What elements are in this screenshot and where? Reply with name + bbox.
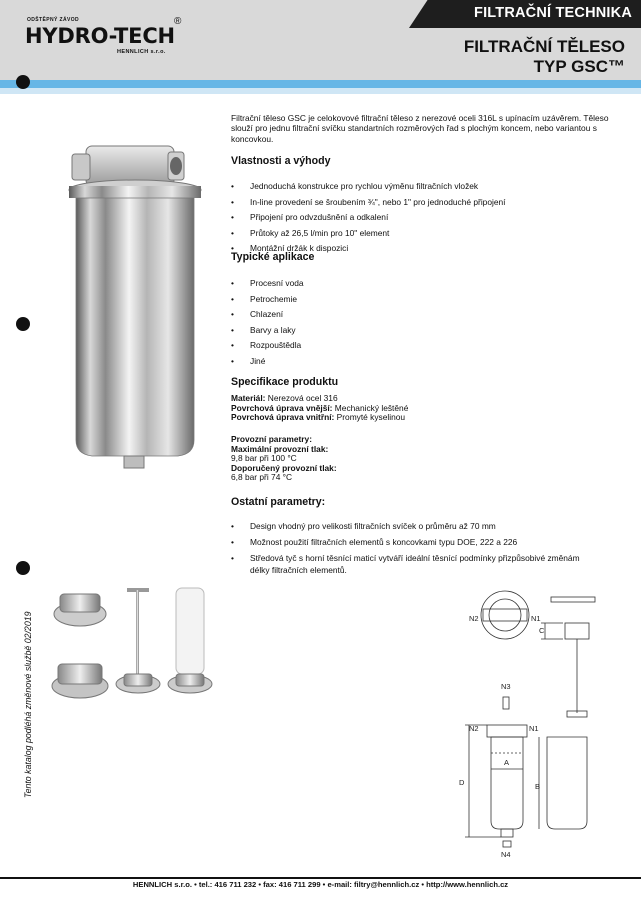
- technical-drawing: [455, 585, 630, 860]
- other-parameters-list: [231, 520, 601, 576]
- label-c: C: [539, 626, 545, 635]
- rec-pressure-value: 6,8 bar při 74 °C: [231, 472, 293, 483]
- filter-housing-photo: [60, 138, 210, 473]
- outer-finish-label: Povrchová úprava vnější:: [231, 402, 333, 413]
- label-n1-top: N1: [531, 614, 541, 623]
- binder-hole-top: [16, 75, 30, 89]
- operating-label: Provozní parametry:: [231, 434, 312, 444]
- logo-wordmark: HYDRO-TECH: [25, 24, 175, 48]
- specification-block: [231, 394, 408, 423]
- list-item: • Chlazení: [231, 307, 304, 323]
- catalog-change-note: Tento katalog podléhá změnové službě 02/2019: [23, 611, 33, 798]
- features-list: [231, 179, 506, 257]
- label-n1-front: N1: [529, 724, 539, 733]
- header-light-band: [0, 88, 641, 94]
- inner-finish-label: Povrchová úprava vnitřní:: [231, 412, 335, 423]
- list-item: • Procesní voda: [231, 276, 304, 292]
- list-item: • Možnost použití filtračních elementů s koncovkami typu DOE, 222 a 226: [231, 536, 601, 548]
- rec-pressure-label: Doporučený provozní tlak:: [231, 462, 337, 473]
- applications-list: [231, 276, 304, 370]
- inner-finish-value: Promyté kyselinou: [334, 412, 406, 423]
- list-item: • Rozpouštědla: [231, 338, 304, 354]
- specification-heading: Specifikace produktu: [231, 376, 339, 388]
- operating-parameters-block: [231, 435, 337, 483]
- applications-heading: Typické aplikace: [231, 251, 315, 263]
- footer-contact: HENNLICH s.r.o. • tel.: 416 711 232 • fax: 416 711 299 • e-mail: filtry@hennlich.cz • http://www.hennlich.cz: [132, 880, 509, 889]
- logo-pretext: ODŠTĚPNÝ ZÁVOD: [27, 17, 79, 23]
- components-photo: [48, 580, 228, 710]
- outer-finish-value: Mechanický leštěné: [332, 402, 409, 413]
- material-label: Materiál:: [231, 393, 266, 403]
- list-item: • Průtoky až 26,5 l/min pro 10" element: [231, 226, 506, 242]
- list-item: • Připojení pro odvzdušnění a odkalení: [231, 210, 506, 226]
- label-d: D: [459, 778, 465, 787]
- max-pressure-label: Maximální provozní tlak:: [231, 443, 329, 454]
- list-item: • Barvy a laky: [231, 323, 304, 339]
- list-item: • Jednoduchá konstrukce pro rychlou výměnu filtračních vložek: [231, 179, 506, 195]
- list-item: • Petrochemie: [231, 292, 304, 308]
- material-value: Nerezová ocel 316: [265, 393, 338, 403]
- header-accent-band: [0, 80, 641, 88]
- list-item: • Jiné: [231, 354, 304, 370]
- label-a: A: [504, 758, 510, 767]
- list-item: • Středová tyč s horní těsnící maticí vytváří ideální těsnící podmínky přizpůsobivé změnám délky filtračních elementů.: [231, 552, 601, 576]
- other-parameters-heading: Ostatní parametry:: [231, 496, 326, 508]
- label-n2: N2: [469, 614, 479, 623]
- footer-divider: [0, 877, 641, 879]
- category-tab-label: FILTRAČNÍ TECHNIKA: [474, 5, 632, 21]
- page-title-line1: FILTRAČNÍ TĚLESO: [463, 37, 625, 56]
- label-n4: N4: [501, 850, 511, 859]
- label-n3: N3: [501, 682, 511, 691]
- logo-company: HENNLICH s.r.o.: [117, 49, 166, 55]
- max-pressure-value: 9,8 bar při 100 °C: [231, 453, 297, 464]
- label-b: B: [535, 782, 541, 791]
- list-item: • Montážní držák k dispozici: [231, 241, 506, 257]
- binder-hole-middle: [16, 317, 30, 331]
- page-title-line2: TYP GSC™: [533, 57, 625, 76]
- intro-paragraph: Filtrační těleso GSC je celokovové filtrační těleso z nerezové oceli 316L s upínacím uzávěrem. Těleso slouží pro jednu filtrační svíčku standartních rozměrových řad s plochým koncem, nebo variantou s koncovkou.: [231, 113, 609, 144]
- label-n2-front: N2: [469, 724, 479, 733]
- features-heading: Vlastnosti a výhody: [231, 155, 331, 167]
- binder-hole-lower: [16, 561, 30, 575]
- logo-registered-mark: ®: [174, 16, 182, 27]
- list-item: • In-line provedení se šroubením ¾", nebo 1" pro jednoduché připojení: [231, 195, 506, 211]
- list-item: • Design vhodný pro velikosti filtračních svíček o průměru až 70 mm: [231, 520, 601, 532]
- page-title: [464, 37, 625, 77]
